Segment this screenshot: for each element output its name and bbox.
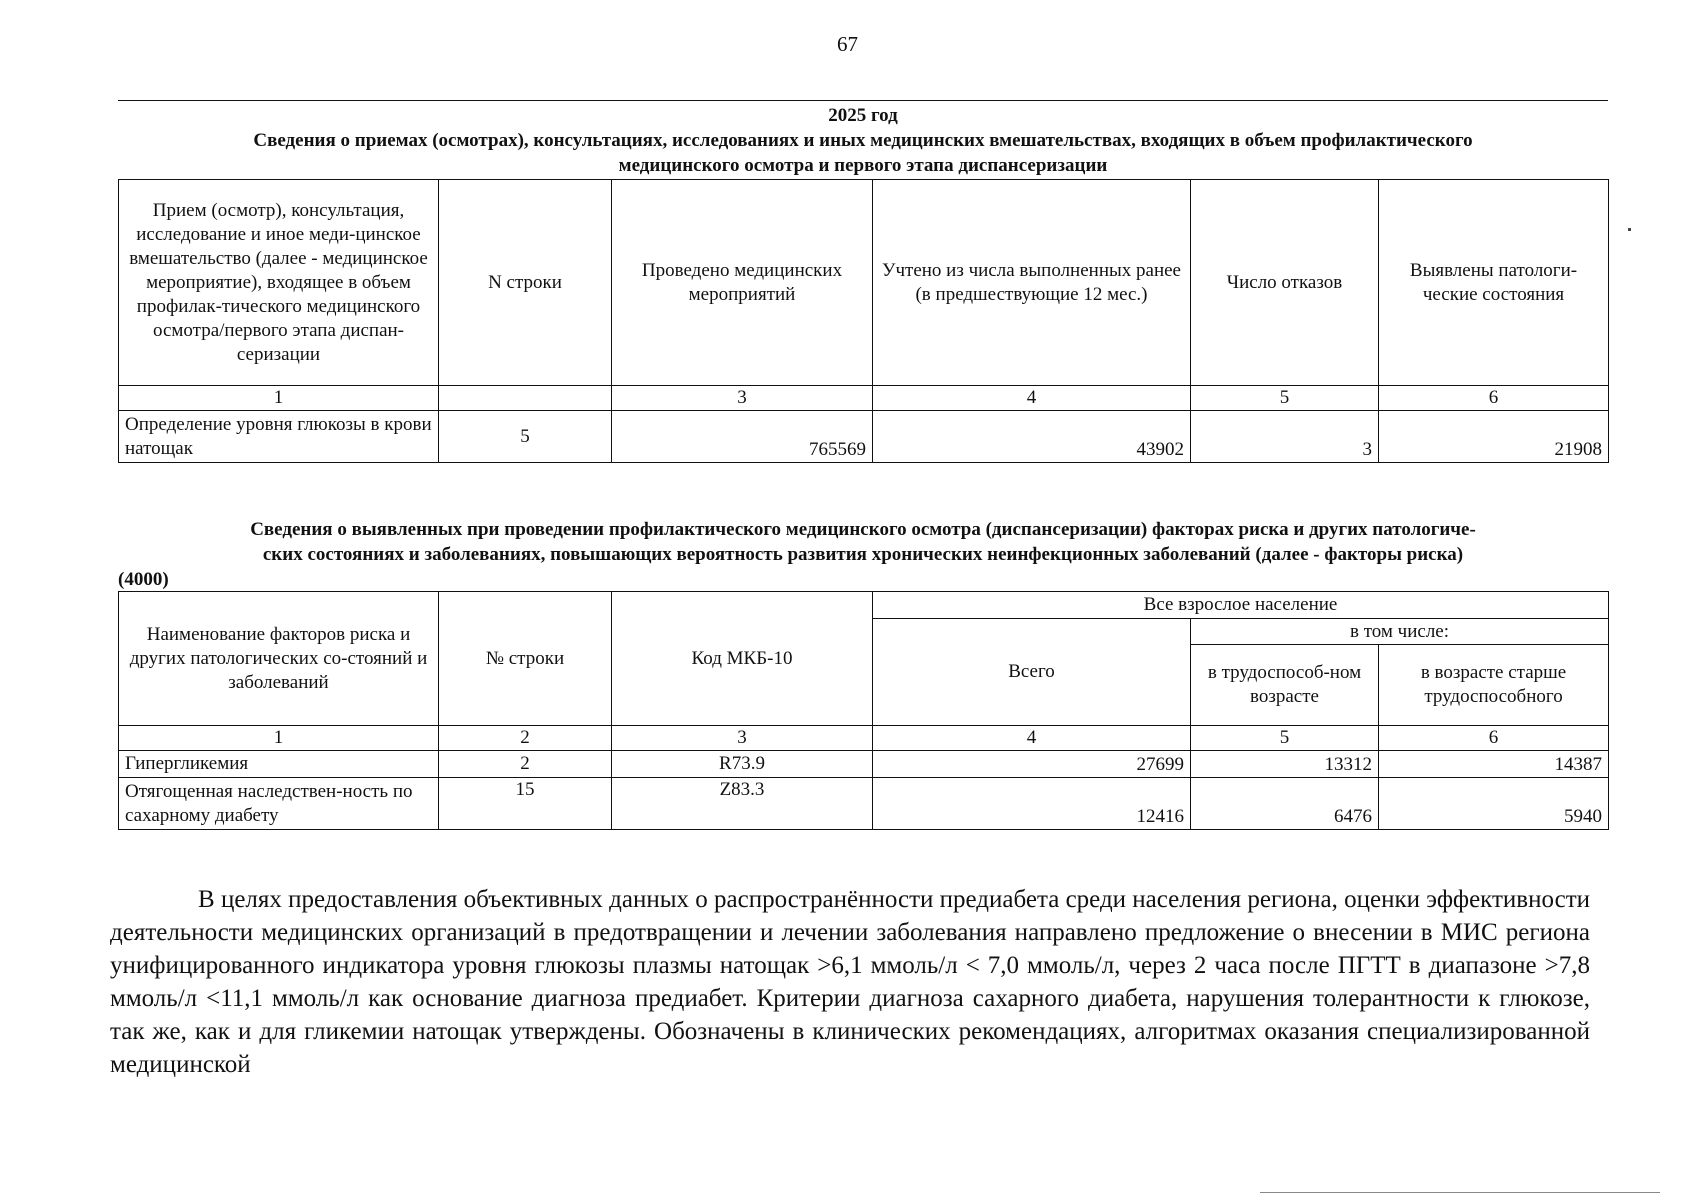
table1-colnum: 4	[873, 386, 1191, 411]
section2-title-line1: Сведения о выявленных при проведении профилактического медицинского осмотра (диспансеризации) факторах риска и других патологиче-	[250, 519, 1476, 540]
table2-header-line: № строки	[439, 592, 612, 726]
table2-cell-code: Z83.3	[612, 778, 873, 830]
table2-header-working-age: в трудоспособ-ном возрасте	[1191, 645, 1379, 726]
section1-title-line2: медицинского осмотра и первого этапа диспансеризации	[618, 155, 1108, 176]
table2-colnum: 1	[119, 726, 439, 751]
table2-header-older-age: в возрасте старше трудоспособного	[1379, 645, 1609, 726]
table2-cell-older-age: 5940	[1379, 778, 1609, 830]
table1-header-pathologies: Выявлены патологи-ческие состояния	[1379, 180, 1609, 386]
table2-cell-working-age: 6476	[1191, 778, 1379, 830]
table1-colnum: 5	[1191, 386, 1379, 411]
table1-header-refusals: Число отказов	[1191, 180, 1379, 386]
body-paragraph: В целях предоставления объективных данных о распространённости предиабета среди населения региона, оценки эффективности деятельности медицинских организаций в предотвращении и лечении заболевания направлено предложение о внесении в МИС региона унифицированного индикатора уровня глюкозы плазмы натощак >6,1 ммоль/л < 7,0 ммоль/л, через 2 часа после ПГТТ в диапазоне >7,8 ммоль/л <11,1 ммоль/л как основание диагноза предиабет. Критерии диагноза сахарного диабета, нарушения толерантности к глюкозе, так же, как и для гликемии натощак утверждены. Обозначены в клинических рекомендациях, алгоритмах оказания специализированной медицинской	[110, 886, 1590, 1078]
table1-cell-name: Определение уровня глюкозы в крови натощак	[119, 411, 439, 463]
page-number: 67	[837, 32, 858, 56]
top-rule	[118, 100, 1608, 101]
table2-header-all-adult: Все взрослое население	[873, 592, 1609, 619]
table2-cell-line: 15	[439, 778, 612, 830]
table2-header-code: Код МКБ-10	[612, 592, 873, 726]
table1-colnum: 1	[119, 386, 439, 411]
table-row	[119, 751, 1609, 778]
table2-cell-total: 27699	[873, 751, 1191, 778]
section2-heading	[118, 517, 1608, 592]
procedures-table	[118, 179, 1609, 463]
table2-cell-name: Гипергликемия	[119, 751, 439, 778]
table2-cell-line: 2	[439, 751, 612, 778]
table1-cell-pathologies: 21908	[1379, 411, 1609, 463]
table1-cell-line: 5	[439, 411, 612, 463]
table1-header-row	[119, 180, 1609, 386]
table-row	[119, 778, 1609, 830]
section1-title-line1: Сведения о приемах (осмотрах), консультациях, исследованиях и иных медицинских вмешательствах, входящих в объем профилактического	[253, 130, 1473, 151]
risk-factors-table	[118, 591, 1609, 830]
table1-colnum-row	[119, 386, 1609, 411]
table2-colnum-row	[119, 726, 1609, 751]
table-row	[119, 411, 1609, 463]
table2-cell-name: Отягощенная наследствен-ность по сахарному диабету	[119, 778, 439, 830]
table1-colnum	[439, 386, 612, 411]
table1-header-accounted: Учтено из числа выполненных ранее (в предшествующие 12 мес.)	[873, 180, 1191, 386]
table2-colnum: 4	[873, 726, 1191, 751]
table2-header-total: Всего	[873, 619, 1191, 726]
table2-colnum: 6	[1379, 726, 1609, 751]
scan-edge-line	[1260, 1192, 1660, 1193]
table1-header-line: N строки	[439, 180, 612, 386]
section2-title-line3: (4000)	[118, 569, 169, 590]
table1-header-conducted: Проведено медицинских мероприятий	[612, 180, 873, 386]
table1-cell-accounted: 43902	[873, 411, 1191, 463]
table1-colnum: 3	[612, 386, 873, 411]
scan-speck	[1628, 228, 1631, 231]
table2-header-name: Наименование факторов риска и других патологических со-стояний и заболеваний	[119, 592, 439, 726]
section2-title-line2: ских состояниях и заболеваниях, повышающих вероятность развития хронических неинфекционных заболеваний (далее - факторы риска)	[262, 544, 1464, 565]
table2-header-including: в том числе:	[1191, 619, 1609, 645]
table2-header-row1	[119, 592, 1609, 619]
table1-header-procedure: Прием (осмотр), консультация, исследование и иное меди-цинское вмешательство (далее - медицинское мероприятие), входящее в объем профилак-тического медицинского осмотра/первого этапа диспан-серизации	[119, 180, 439, 386]
table1-colnum: 6	[1379, 386, 1609, 411]
table1-cell-conducted: 765569	[612, 411, 873, 463]
table2-cell-code: R73.9	[612, 751, 873, 778]
table1-cell-refusals: 3	[1191, 411, 1379, 463]
section1-heading	[118, 103, 1608, 178]
table2-colnum: 2	[439, 726, 612, 751]
table2-colnum: 3	[612, 726, 873, 751]
section1-year: 2025 год	[828, 105, 898, 126]
table2-cell-working-age: 13312	[1191, 751, 1379, 778]
table2-cell-total: 12416	[873, 778, 1191, 830]
table2-cell-older-age: 14387	[1379, 751, 1609, 778]
table2-colnum: 5	[1191, 726, 1379, 751]
